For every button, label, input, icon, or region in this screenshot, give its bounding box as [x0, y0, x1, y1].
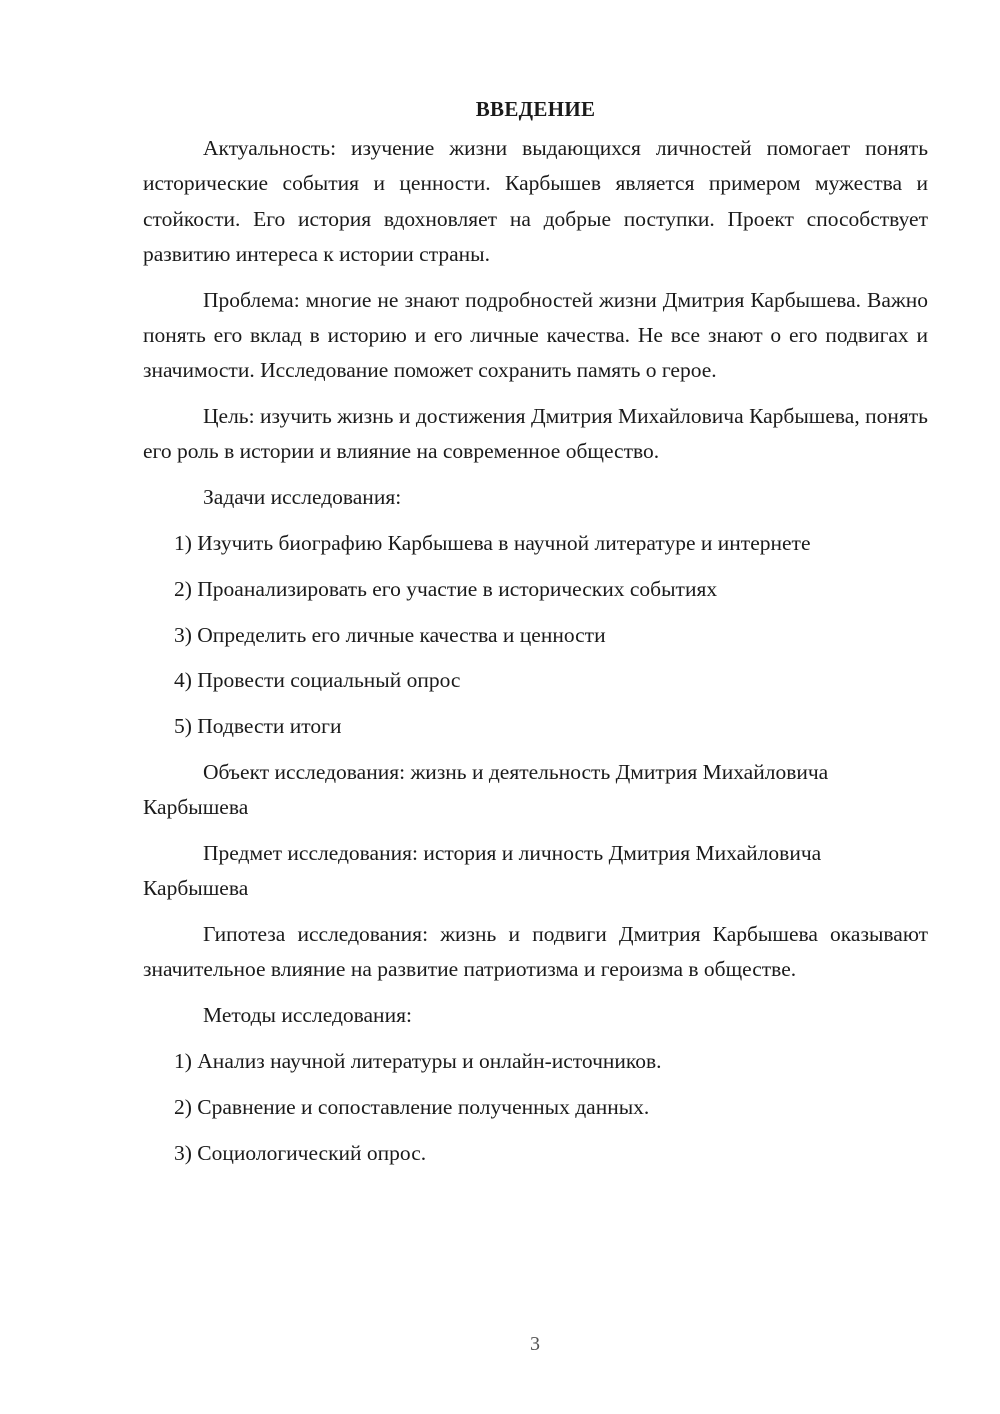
list-item: 2) Сравнение и сопоставление полученных данных. — [174, 1094, 650, 1119]
page-number: 3 — [530, 1333, 540, 1355]
list-item: 2) Проанализировать его участие в исторических событиях — [174, 576, 718, 601]
tasks-title: Задачи исследования: — [203, 485, 402, 510]
hypothesis-paragraph: Гипотеза исследования: жизнь и подвиги Дмитрия Карбышева оказывают значительное влияние на развитие патриотизма и героизма в обществе. — [143, 922, 928, 982]
relevance-paragraph: Актуальность: изучение жизни выдающихся личностей помогает понять исторические события и ценности. Карбышев является примером мужества и стойкости. Его история вдохновляет на добрые поступки. Проект способствует развитию интереса к истории страны. — [143, 136, 928, 266]
document-page — [143, 92, 928, 1181]
subject-paragraph: Предмет исследования: история и личность Дмитрия Михайловича Карбышева — [143, 841, 822, 901]
list-item: 1) Изучить биографию Карбышева в научной литературе и интернете — [174, 530, 811, 555]
list-item: 4) Провести социальный опрос — [174, 668, 461, 693]
goal-paragraph: Цель: изучить жизнь и достижения Дмитрия Михайловича Карбышева, понять его роль в истории и влияние на современное общество. — [143, 404, 928, 464]
list-item: 5) Подвести итоги — [174, 714, 342, 739]
problem-paragraph: Проблема: многие не знают подробностей жизни Дмитрия Карбышева. Важно понять его вклад в историю и его личные качества. Не все знают о его подвигах и значимости. Исследование поможет сохранить память о герое. — [143, 287, 928, 383]
tasks-list — [143, 526, 928, 744]
list-item: 1) Анализ научной литературы и онлайн-источников. — [174, 1049, 662, 1074]
list-item: 3) Социологический опрос. — [174, 1140, 427, 1165]
object-paragraph: Объект исследования: жизнь и деятельность Дмитрия Михайловича Карбышева — [143, 759, 829, 820]
page-title: ВВЕДЕНИЕ — [475, 97, 596, 121]
methods-title: Методы исследования: — [203, 1003, 412, 1028]
methods-list — [143, 1044, 928, 1171]
list-item: 3) Определить его личные качества и ценности — [174, 622, 606, 647]
